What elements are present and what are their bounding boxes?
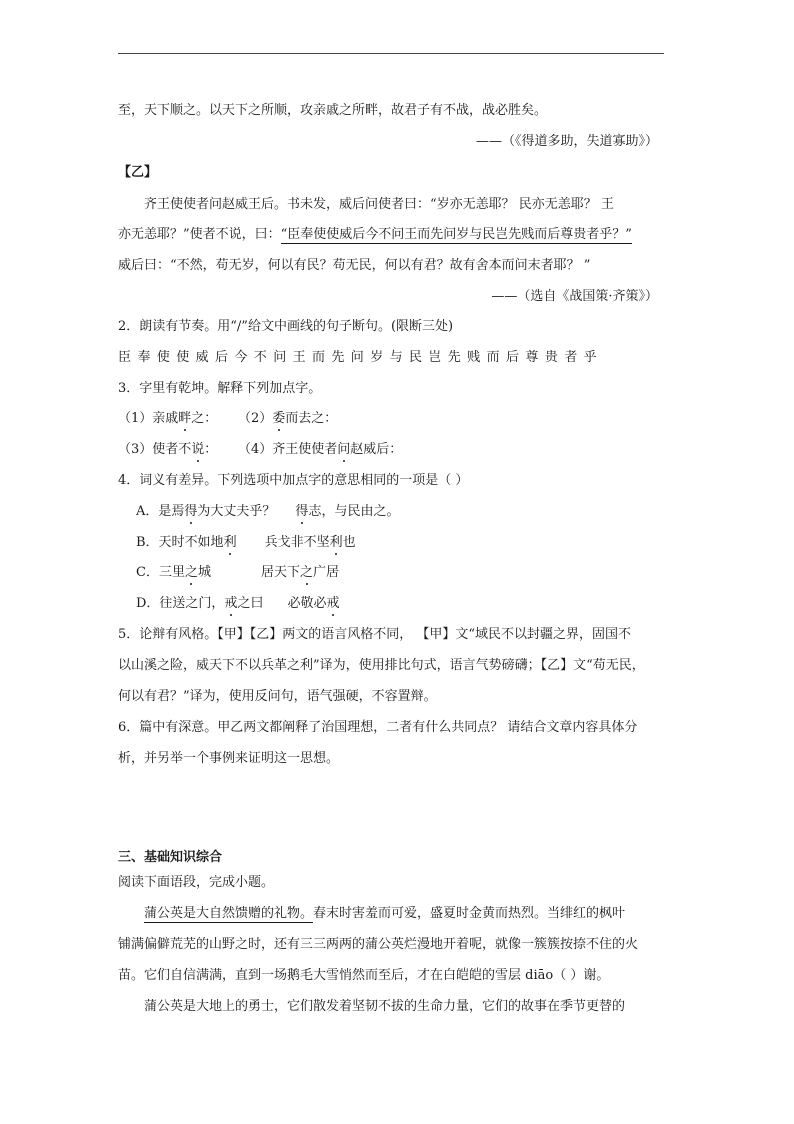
q4-option-c	[136, 564, 339, 582]
section-3-paragraph-line-3: 苗。它们自信满满，直到一场鹅毛大雪悄然而至后，才在白皑皑的雪层 diāo（ ）谢。	[118, 968, 610, 983]
q4-title: 4．词义有差异。下列选项中加点字的意思相同的一项是（ ）	[118, 473, 469, 488]
q6-line-1: 6．篇中有深意。甲乙两文都阐释了治国理想，二者有什么共同点？ 请结合文章内容具体分	[118, 720, 638, 735]
q3-item-4-pre: （4）齐王使使者	[238, 442, 338, 457]
section-3-paragraph-line-2: 铺满偏僻荒芜的山野之时，还有三三两两的蒲公英烂漫地开着呢，就像一簇簇按捺不住的火	[118, 937, 639, 952]
q3-item-3-dotted: 说	[191, 442, 205, 457]
q4-option-b	[136, 534, 356, 552]
q4-c-dotted-2: 之	[300, 565, 314, 580]
yi-underlined-sentence: “臣奉使使威后今不问王而先问岁与民岂先贱而后尊贵者乎？”	[280, 227, 632, 242]
q3-item-1	[118, 410, 217, 428]
q4-c-mid2: 居天下	[260, 565, 300, 580]
q5-line-2: 以山溪之险，威天下不以兵革之利”译为，使用排比句式，语言气势磅礴；【乙】文“苟无民，	[118, 658, 645, 673]
q4-option-a	[136, 503, 399, 521]
section-3-instruction: 阅读下面语段，完成小题。	[118, 875, 275, 890]
q3-item-3-post: ：	[204, 442, 218, 457]
q4-d-dotted-1: 戒	[224, 596, 238, 611]
yi-paragraph-line-3: 威后曰：“不然，苟无岁，何以有民？苟无民，何以有君？故有舍本而问末者耶？ ”	[118, 258, 591, 273]
jia-text-line: 至，天下顺之。以天下之所顺，攻亲戚之所畔，故君子有不战，战必胜矣。	[118, 103, 548, 118]
q4-c-mid: 城	[197, 565, 211, 580]
q3-item-1-pre: （1）亲戚	[118, 411, 179, 426]
q4-b-dotted-2: 利	[329, 535, 343, 550]
q3-item-3-pre: （3）使者不	[118, 442, 192, 457]
yi-label: 【乙】	[118, 165, 158, 180]
yi-source: ——（选自《战国策·齐策》）	[491, 289, 658, 304]
section-3-title: 三、基础知识综合	[118, 850, 223, 865]
q3-item-2-pre: （2）	[238, 411, 273, 426]
q3-item-1-dotted: 畔	[178, 411, 192, 426]
q4-b-post: 也	[342, 535, 356, 550]
jia-source: ——（《得道多助，失道寡助》）	[475, 134, 658, 149]
section-3-paragraph-line-4: 蒲公英是大地上的勇士，它们散发着坚韧不拔的生命力量，它们的故事在季节更替的	[144, 999, 626, 1014]
q3-item-2	[238, 410, 337, 428]
section-3-underlined: 蒲公英是大自然馈赠的礼物。	[144, 906, 314, 921]
q5-line-3: 何以有君？”译为，使用反问句，语气强硬，不容置辩。	[118, 689, 437, 704]
q3-item-4-dotted: 问	[337, 442, 351, 457]
yi-paragraph-line-1: 齐王使使者问赵威王后。书未发，威后问使者曰：“岁亦无恙耶？ 民亦无恙耶？ 王	[144, 197, 614, 212]
q4-a-post: 志，与民由之。	[308, 504, 400, 519]
q3-item-1-post: 之：	[191, 411, 218, 426]
q4-d-dotted-2: 戒	[326, 596, 340, 611]
q5-line-1: 5．论辩有风格。【甲】【乙】两文的语言风格不同， 【甲】文“域民不以封疆之界，固国不	[118, 627, 632, 642]
q2-title: 2．朗读有节奏。用“/”给文中画线的句子断句。(限断三处)	[118, 319, 454, 334]
header-rule	[118, 53, 664, 54]
section-3-paragraph-line-1	[144, 905, 625, 923]
q4-c-pre: C．三里	[136, 565, 185, 580]
q3-item-4-post: 赵威后：	[350, 442, 403, 457]
q4-a-mid: 为大丈夫乎？	[197, 504, 276, 519]
q3-item-2-dotted: 委	[272, 411, 286, 426]
yi-paragraph-line-2	[118, 226, 632, 244]
q6-line-2: 析，并另举一个事例来证明这一思想。	[118, 751, 340, 766]
q3-item-4	[238, 441, 402, 459]
q4-d-pre: D．往送之门，	[136, 596, 225, 611]
q3-title: 3．字里有乾坤。解释下列加点字。	[118, 381, 322, 396]
q4-c-dotted-1: 之	[184, 565, 198, 580]
q3-item-3	[118, 441, 217, 459]
q2-sentence: 臣奉使使威后今不问王而先问岁与民岂先贱而后尊贵者乎	[118, 350, 604, 365]
q4-c-post: 广居	[313, 565, 340, 580]
q4-a-dotted-1: 得	[184, 504, 198, 519]
q3-item-2-post: 而去之：	[285, 411, 338, 426]
q4-b-mid: 兵戈非不坚	[264, 535, 330, 550]
q4-b-pre: B．天时不如地	[136, 535, 224, 550]
q4-a-dotted-2: 得	[295, 504, 309, 519]
q4-d-mid2: 必敬必	[287, 596, 327, 611]
q4-option-d	[136, 595, 340, 613]
q4-b-dotted-1: 利	[223, 535, 237, 550]
q4-a-pre: A．是焉	[136, 504, 185, 519]
yi-text-plain: 亦无恙耶？”使者不说，曰：	[118, 227, 281, 242]
section-3-line-1-rest: 春末时害羞而可爱，盛夏时金黄而热烈。当绯红的枫叶	[313, 906, 626, 921]
q4-d-mid: 之曰	[237, 596, 264, 611]
